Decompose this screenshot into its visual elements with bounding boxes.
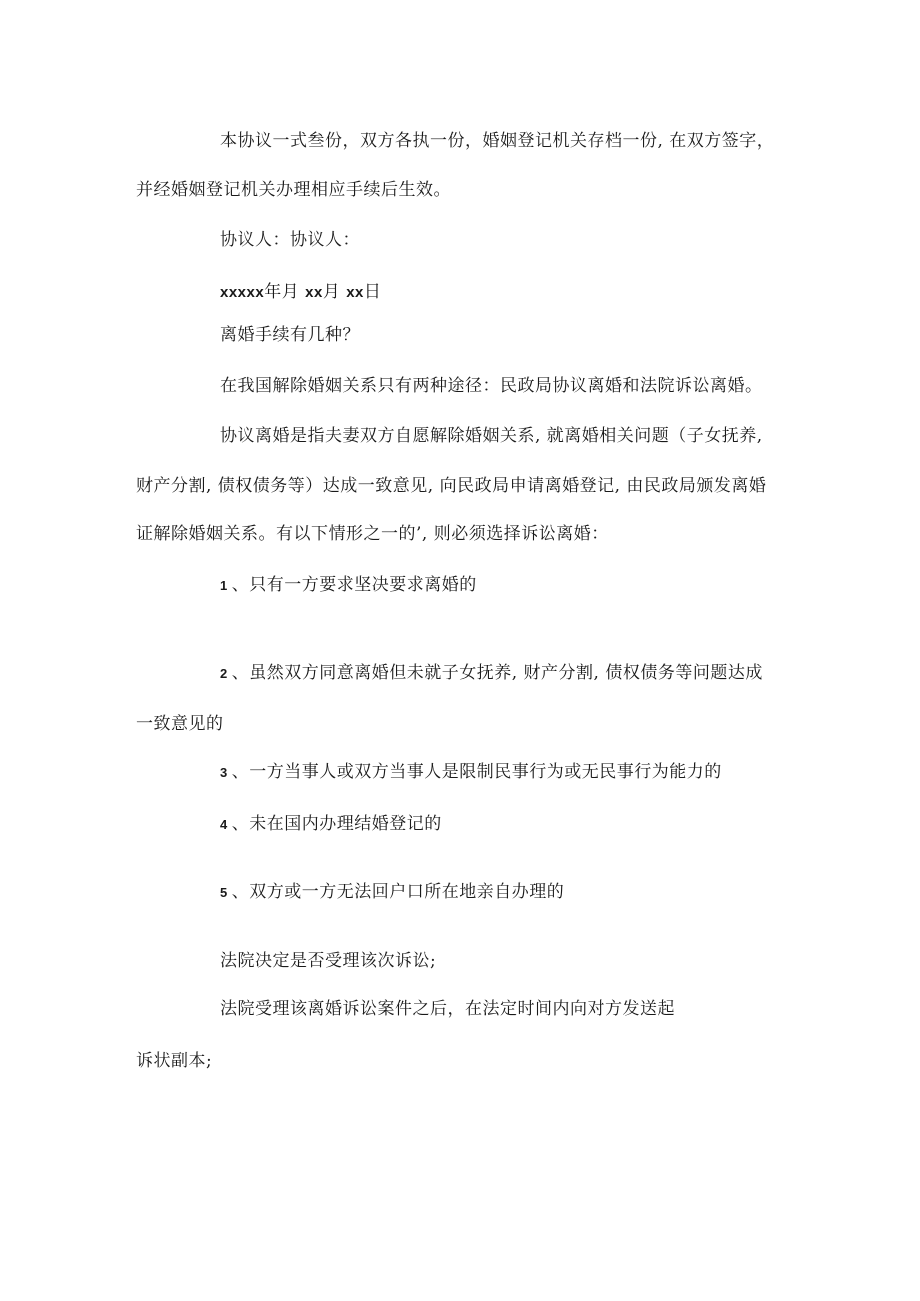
agreement-paragraph-line-2: 并经婚姻登记机关办理相应手续后生效。 bbox=[136, 180, 451, 200]
condition-text: 、一方当事人或双方当事人是限制民事行为或无民事行为能力的 bbox=[231, 762, 722, 782]
date-line bbox=[220, 280, 381, 305]
definition-paragraph-line-1: 协议离婚是指夫妻双方自愿解除婚姻关系, 就离婚相关问题（子女抚养, bbox=[220, 426, 763, 446]
date-month-unit: 月 bbox=[322, 282, 341, 302]
condition-number: 1 bbox=[220, 578, 228, 593]
condition-text: 、只有一方要求坚决要求离婚的 bbox=[231, 575, 477, 595]
condition-item bbox=[220, 880, 564, 905]
condition-text: 、双方或一方无法回户口所在地亲自办理的 bbox=[231, 882, 565, 902]
date-year-unit: 年月 bbox=[264, 282, 300, 302]
condition-item bbox=[220, 573, 477, 598]
condition-number: 5 bbox=[220, 885, 228, 900]
condition-item bbox=[220, 760, 722, 785]
definition-paragraph-line-2: 财产分割, 债权债务等）达成一致意见, 向民政局申请离婚登记, 由民政局颁发离婚 bbox=[136, 476, 767, 496]
agreement-paragraph-line-1: 本协议一式叁份，双方各执一份，婚姻登记机关存档一份, 在双方签字， bbox=[220, 131, 775, 151]
condition-text: 、虽然双方同意离婚但未就子女抚养, 财产分割, 债权债务等问题达成 bbox=[231, 663, 763, 683]
date-month-placeholder: xx bbox=[305, 284, 323, 301]
date-day-unit: 日 bbox=[363, 282, 382, 302]
court-process-line-1: 法院受理该离婚诉讼案件之后，在法定时间内向对方发送起 bbox=[220, 999, 675, 1019]
condition-number: 3 bbox=[220, 765, 228, 780]
definition-paragraph-line-3: 证解除婚姻关系。有以下情形之一的’, 则必须选择诉讼离婚： bbox=[136, 524, 609, 544]
question-heading: 离婚手续有几种？ bbox=[220, 325, 360, 345]
court-process-line-2: 诉状副本; bbox=[136, 1051, 213, 1071]
condition-item bbox=[220, 812, 442, 837]
date-day-placeholder: xx bbox=[346, 284, 364, 301]
signatories-line: 协议人：协议人： bbox=[220, 230, 360, 250]
condition-text: 、未在国内办理结婚登记的 bbox=[231, 814, 442, 834]
court-decision-line: 法院决定是否受理该次诉讼; bbox=[220, 951, 437, 971]
condition-item bbox=[220, 661, 763, 686]
intro-paragraph: 在我国解除婚姻关系只有两种途径：民政局协议离婚和法院诉讼离婚。 bbox=[220, 376, 763, 396]
condition-continuation: 一致意见的 bbox=[136, 714, 224, 734]
date-year-placeholder: xxxxx bbox=[220, 284, 265, 301]
condition-number: 2 bbox=[220, 666, 228, 681]
condition-number: 4 bbox=[220, 817, 228, 832]
